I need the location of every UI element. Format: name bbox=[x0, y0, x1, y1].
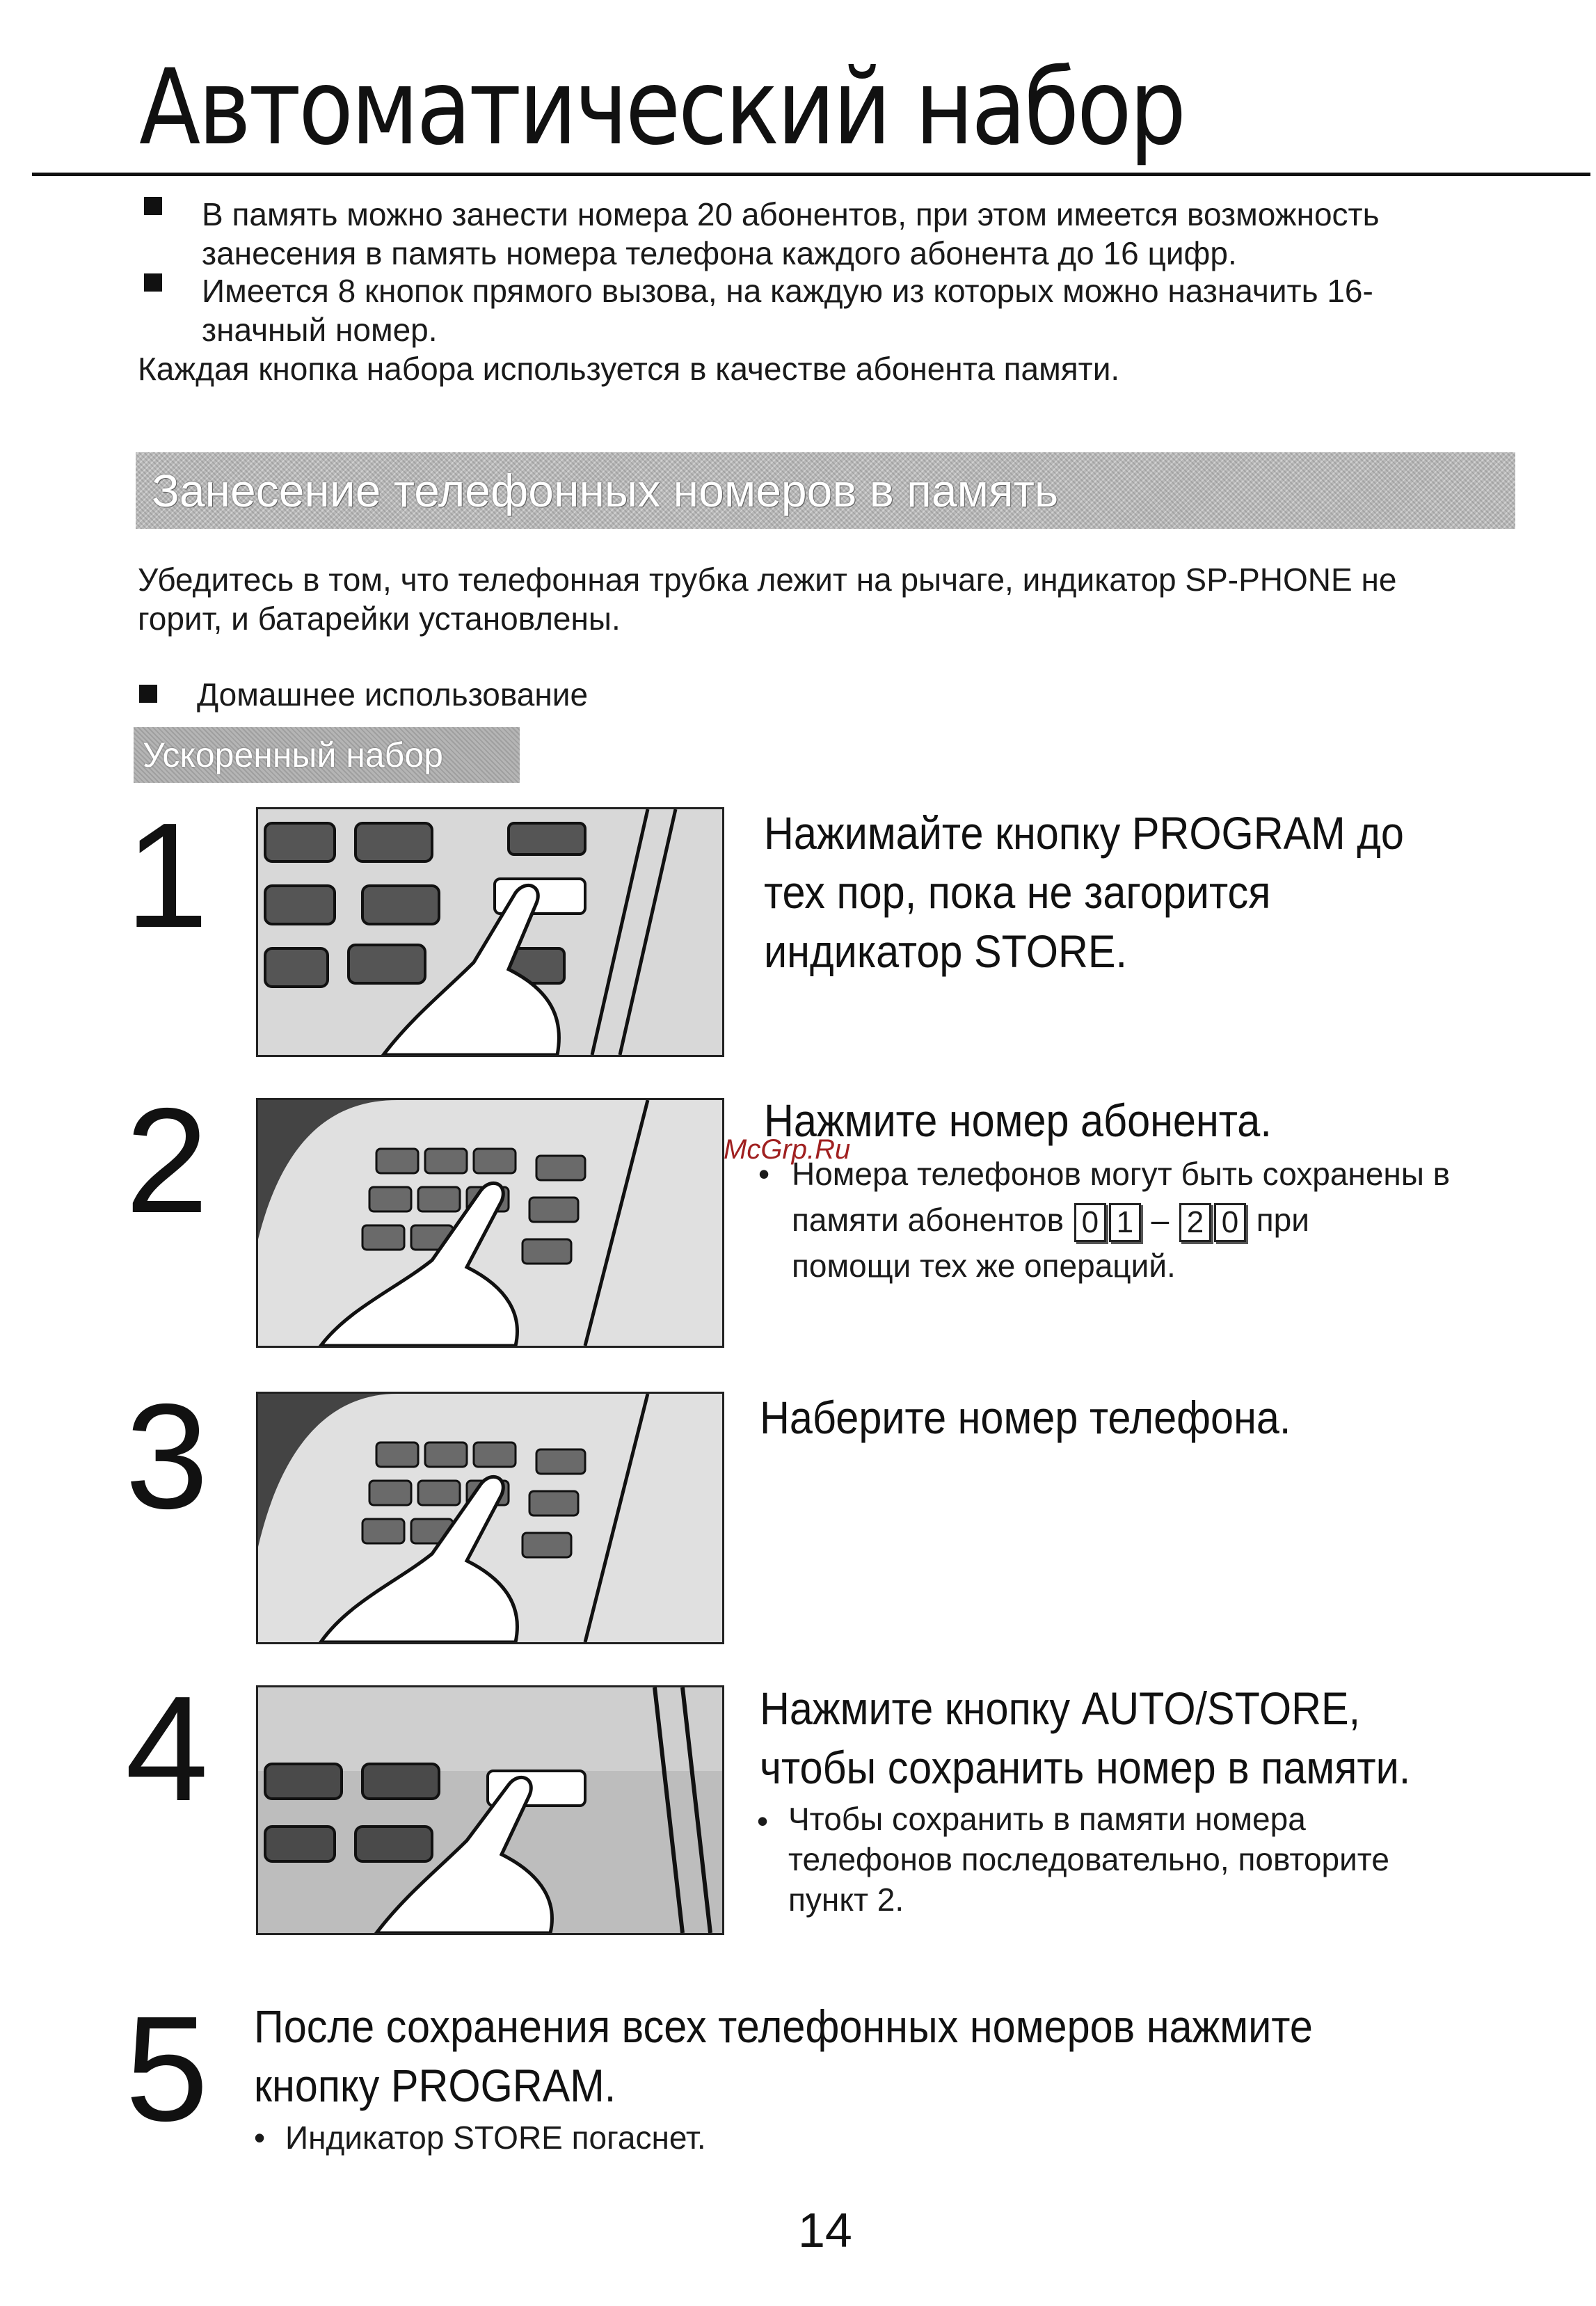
step-1-instruction-line-2: тех пор, пока не загорится bbox=[764, 866, 1271, 918]
key-0-icon: 0 bbox=[1074, 1203, 1106, 1242]
step-2-note-line-3: помощи тех же операций. bbox=[792, 1248, 1176, 1284]
intro-bullet-1-line-1: В память можно занести номера 20 абонентов, при этом имеется возможность bbox=[202, 196, 1380, 232]
subheading: Ускоренный набор bbox=[143, 735, 443, 774]
finger-press-auto-store-icon bbox=[258, 1687, 722, 1933]
finger-press-program-icon bbox=[258, 809, 722, 1055]
step-4-instruction-line-1: Нажмите кнопку AUTO/STORE, bbox=[760, 1683, 1361, 1734]
step-2-note-line-2 bbox=[792, 1198, 1309, 1242]
key-0-icon: 0 bbox=[1214, 1203, 1246, 1242]
page-title: Автоматический набор bbox=[139, 47, 1184, 168]
step-4-note-line-2: телефонов последовательно, повторите bbox=[788, 1841, 1389, 1877]
step-3-number: 3 bbox=[125, 1372, 209, 1540]
watermark: McGrp.Ru bbox=[724, 1134, 851, 1165]
step-4-number: 4 bbox=[125, 1664, 209, 1832]
step-2-number: 2 bbox=[125, 1076, 209, 1244]
key-1-icon: 1 bbox=[1109, 1203, 1141, 1242]
step-1-keypad-illustration bbox=[256, 807, 724, 1057]
page-number: 14 bbox=[798, 2203, 852, 2257]
finger-press-number-icon bbox=[258, 1100, 722, 1346]
step-2-note-suffix: при bbox=[1256, 1202, 1309, 1238]
step-2-note-line-1: Номера телефонов могут быть сохранены в bbox=[792, 1156, 1451, 1192]
key-2-icon: 2 bbox=[1179, 1203, 1211, 1242]
section-heading: Занесение телефонных номеров в память bbox=[152, 465, 1059, 516]
square-bullet-icon bbox=[144, 197, 162, 215]
step-5-instruction-line-2: кнопку PROGRAM. bbox=[254, 2060, 616, 2111]
step-1-number: 1 bbox=[125, 791, 209, 959]
step-2-instruction: Нажмите номер абонента. bbox=[764, 1095, 1272, 1146]
step-4-instruction-line-2: чтобы сохранить номер в памяти. bbox=[760, 1742, 1411, 1793]
title-divider bbox=[32, 173, 1590, 176]
range-dash: – bbox=[1151, 1202, 1170, 1238]
step-2-note-prefix: памяти абонентов bbox=[792, 1202, 1064, 1238]
step-5-note-bullet: • bbox=[254, 2120, 266, 2156]
precondition-line-2: горит, и батарейки установлены. bbox=[138, 601, 621, 637]
step-3-instruction: Наберите номер телефона. bbox=[760, 1392, 1291, 1443]
step-4-note-line-1: Чтобы сохранить в памяти номера bbox=[788, 1801, 1306, 1837]
intro-note: Каждая кнопка набора используется в качестве абонента памяти. bbox=[138, 351, 1120, 387]
step-4-note-bullet: • bbox=[757, 1803, 769, 1839]
home-use-label: Домашнее использование bbox=[197, 676, 589, 713]
step-3-keypad-illustration bbox=[256, 1392, 724, 1644]
step-1-instruction-line-1: Нажимайте кнопку PROGRAM до bbox=[764, 807, 1404, 859]
intro-bullet-2-line-2: значный номер. bbox=[202, 312, 438, 348]
precondition-line-1: Убедитесь в том, что телефонная трубка лежит на рычаге, индикатор SP-PHONE не bbox=[138, 562, 1397, 598]
step-1-instruction-line-3: индикатор STORE. bbox=[764, 925, 1128, 977]
step-5-instruction-line-1: После сохранения всех телефонных номеров нажмите bbox=[254, 2001, 1313, 2052]
step-2-keypad-illustration bbox=[256, 1098, 724, 1348]
step-4-keypad-illustration bbox=[256, 1685, 724, 1935]
step-4-note-line-3: пункт 2. bbox=[788, 1882, 904, 1918]
intro-bullet-1-line-2: занесения в память номера телефона каждого абонента до 16 цифр. bbox=[202, 235, 1237, 271]
finger-dial-number-icon bbox=[258, 1394, 722, 1642]
square-bullet-icon bbox=[139, 685, 157, 703]
step-5-note: Индикатор STORE погаснет. bbox=[285, 2120, 706, 2156]
intro-bullet-2-line-1: Имеется 8 кнопок прямого вызова, на каждую из которых можно назначить 16- bbox=[202, 273, 1373, 309]
step-2-note-bullet: • bbox=[758, 1156, 770, 1192]
square-bullet-icon bbox=[144, 273, 162, 292]
step-5-number: 5 bbox=[125, 1985, 209, 2152]
